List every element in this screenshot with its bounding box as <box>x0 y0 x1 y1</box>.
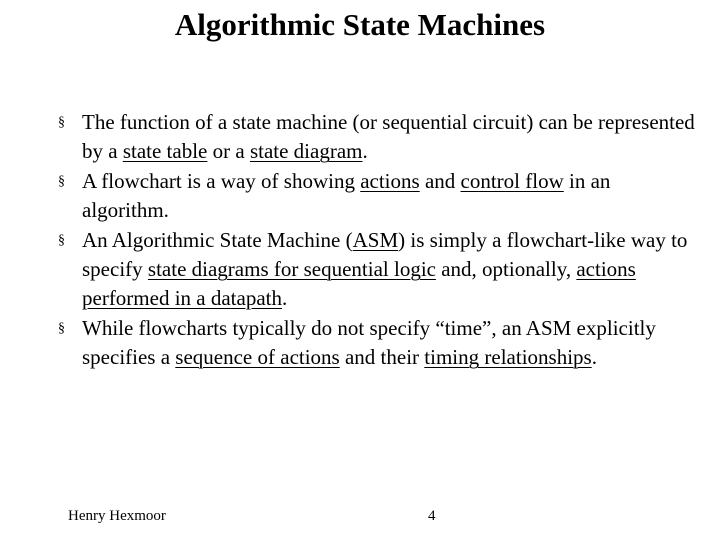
bullet-text: and, optionally, <box>435 257 577 282</box>
bullet-marker-icon: § <box>58 115 65 130</box>
underlined-term: ASM <box>352 227 399 252</box>
bullet-text: ) is simply a flowchart-like way to specify <box>82 227 688 282</box>
underlined-term: actions performed in a datapath <box>82 257 636 311</box>
bullet-text: While flowcharts typically do not specify “time”, an ASM explicitly specifies a <box>82 315 656 370</box>
underlined-term: actions <box>360 168 420 193</box>
bullet-marker-icon: § <box>58 320 65 336</box>
bullet-marker-icon: § <box>58 232 65 248</box>
underlined-term: timing relationships <box>424 345 592 370</box>
bullet-item <box>58 108 698 167</box>
bullet-text: A flowchart is a way of showing <box>82 168 361 193</box>
page-number: 4 <box>428 508 436 524</box>
slide-title: Algorithmic State Machines <box>174 7 546 42</box>
underlined-term: sequence of actions <box>175 345 340 370</box>
bullet-text: . <box>362 139 368 164</box>
bullet-text: and their <box>339 345 425 370</box>
bullet-text: or a <box>207 139 250 164</box>
footer-author: Henry Hexmoor <box>68 508 166 524</box>
underlined-term: state diagram <box>249 139 363 164</box>
bullet-text: . <box>282 286 288 311</box>
bullet-marker-icon: § <box>58 173 65 189</box>
bullet-text: The function of a state machine (or sequential circuit) can be represented by a <box>82 110 695 164</box>
bullet-text: and <box>419 168 461 193</box>
underlined-term: state diagrams for sequential logic <box>147 257 436 282</box>
bullet-item <box>58 167 698 226</box>
underlined-term: state table <box>122 139 208 164</box>
bullet-text: . <box>591 345 597 370</box>
underlined-term: control flow <box>460 168 564 193</box>
bullet-item <box>58 226 698 314</box>
bullet-text: in an algorithm. <box>82 168 611 223</box>
bullet-text: An Algorithmic State Machine ( <box>82 227 353 252</box>
bullet-list <box>58 108 698 373</box>
bullet-item <box>58 314 698 373</box>
